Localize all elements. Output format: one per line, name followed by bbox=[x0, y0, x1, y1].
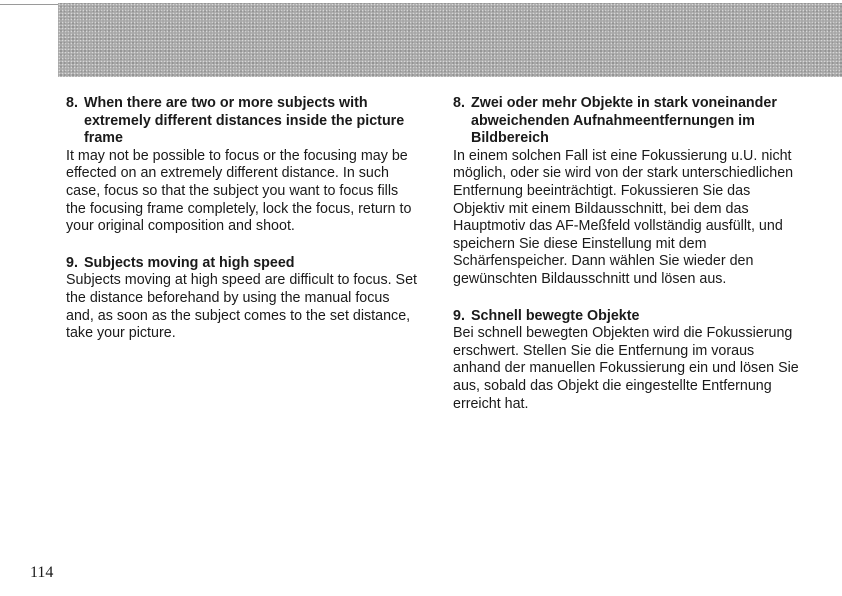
german-column bbox=[453, 95, 805, 432]
section-9-de bbox=[453, 308, 805, 414]
section-body: In einem solchen Fall ist eine Fokussierung u.U. nicht möglich, oder sie wird von der stark unterschiedlichen Entfernung beeinträchtigt. Fokussieren Sie das Objektiv mit einem Bildausschnitt, bei dem das Hauptmotiv das AF-Meßfeld vollständig ausfüllt, und speichern Sie diese Einstellung mit dem Schärfenspeicher. Dann wählen Sie wieder den gewünschten Bildausschnitt und lösen aus. bbox=[453, 147, 794, 287]
section-heading bbox=[453, 95, 805, 148]
section-title: Schnell bewegte Objekte bbox=[471, 307, 640, 324]
section-number: 8. bbox=[66, 95, 78, 111]
section-body: Subjects moving at high speed are difficult to focus. Set the distance beforehand by using the manual focus and, as soon as the subject comes to the set distance, take your picture. bbox=[66, 272, 418, 342]
section-title: Subjects moving at high speed bbox=[84, 254, 295, 271]
section-8-de bbox=[453, 95, 805, 289]
section-title: When there are two or more subjects with extremely different distances inside the picture frame bbox=[84, 95, 405, 147]
english-column bbox=[66, 95, 421, 362]
section-title: Zwei oder mehr Objekte in stark voneinander abweichenden Aufnahmeentfernungen im Bildbereich bbox=[471, 95, 777, 147]
header-band bbox=[58, 3, 842, 77]
section-body: It may not be possible to focus or the focusing may be effected on an extremely different distance. In such case, focus so that the subject you want to focus fills the focusing frame completely, lock the focus, return to your original composition and shoot. bbox=[66, 147, 412, 235]
page-number: 114 bbox=[30, 564, 54, 581]
section-heading bbox=[66, 255, 421, 273]
section-8-en bbox=[66, 95, 421, 236]
section-number: 9. bbox=[453, 307, 465, 324]
section-heading bbox=[66, 95, 421, 148]
section-number: 8. bbox=[453, 95, 465, 111]
section-number: 9. bbox=[66, 254, 78, 271]
section-body: Bei schnell bewegten Objekten wird die Fokussierung erschwert. Stellen Sie die Entfernung im voraus anhand der manuellen Fokussierung ein und lösen Sie aus, sobald das Objekt die eingestellte Entfernung erreicht hat. bbox=[453, 325, 799, 412]
top-rule bbox=[0, 4, 60, 5]
section-9-en bbox=[66, 255, 421, 343]
section-heading bbox=[453, 308, 805, 326]
